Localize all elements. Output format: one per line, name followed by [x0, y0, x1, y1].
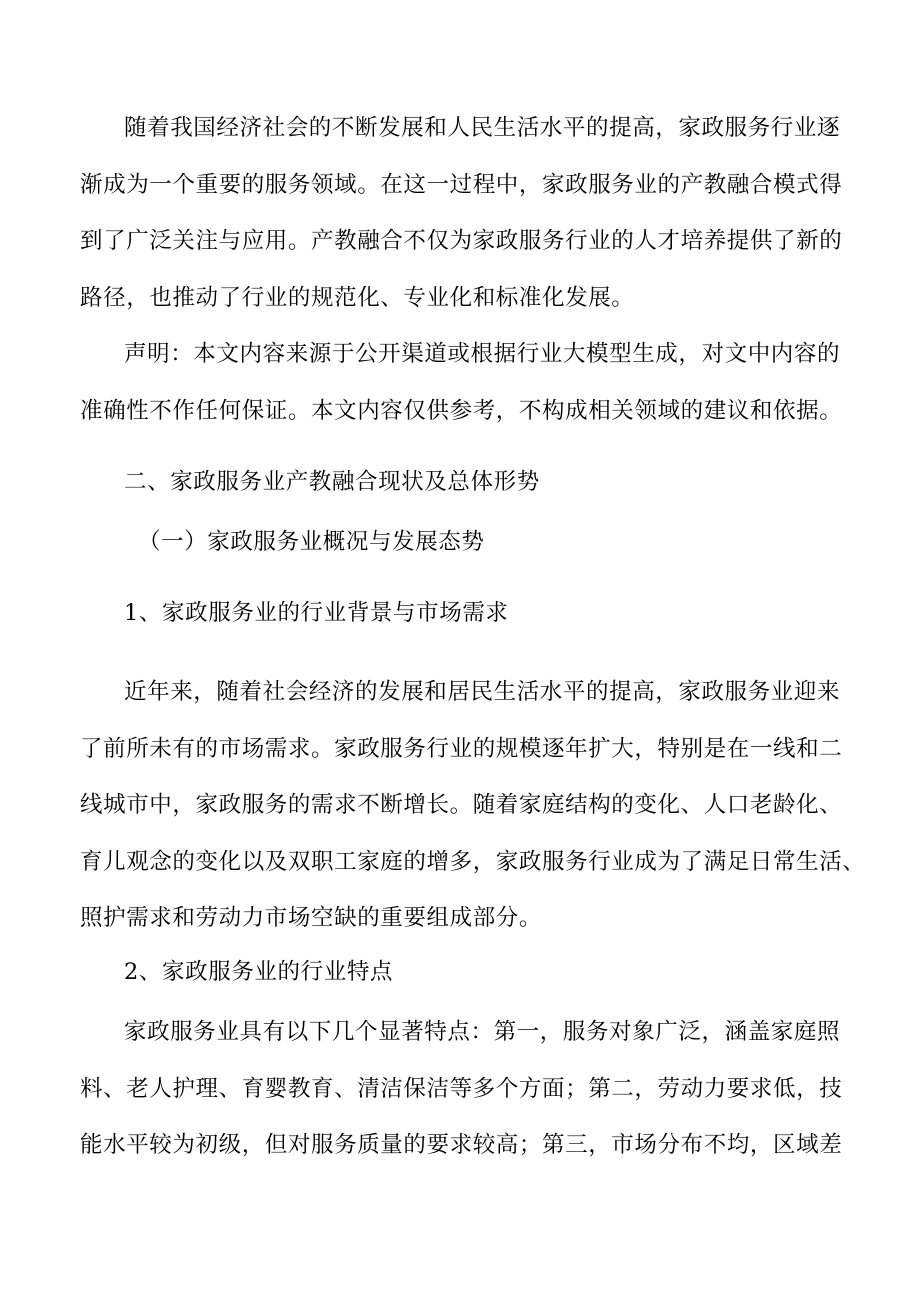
item-heading-2: 2、家政服务业的行业特点: [124, 959, 394, 985]
item-heading-1: 1、家政服务业的行业背景与市场需求: [124, 600, 509, 626]
features-line-2: 料、老人护理、育婴教育、清洁保洁等多个方面；第二，劳动力要求低，技: [80, 1075, 843, 1102]
intro-line-3: 到了广泛关注与应用。产教融合不仅为家政服务行业的人才培养提供了新的: [80, 228, 843, 254]
features-line-1: 家政服务业具有以下几个显著特点：第一，服务对象广泛，涵盖家庭照: [124, 1019, 841, 1045]
market-line-2: 了前所未有的市场需求。家政服务行业的规模逐年扩大，特别是在一线和二: [80, 735, 843, 762]
disclaimer-line-2: 准确性不作任何保证。本文内容仅供参考，不构成相关领域的建议和依据。: [80, 397, 843, 424]
intro-line-2: 渐成为一个重要的服务领域。在这一过程中，家政服务业的产教融合模式得: [80, 171, 843, 198]
features-line-3: 能水平较为初级，但对服务质量的要求较高；第三，市场分布不均，区域差: [80, 1132, 843, 1158]
market-paragraph: [80, 664, 866, 947]
market-line-5: 照护需求和劳动力市场空缺的重要组成部分。: [80, 905, 543, 931]
intro-line-4: 路径，也推动了行业的规范化、专业化和标准化发展。: [80, 284, 635, 311]
features-paragraph: [80, 1004, 843, 1174]
intro-paragraph: [80, 100, 843, 326]
subsection-heading-1: （一）家政服务业概况与发展态势: [138, 529, 485, 555]
market-line-3: 线城市中，家政服务的需求不断增长。随着家庭结构的变化、人口老龄化、: [80, 792, 843, 818]
disclaimer-line-1: 声明：本文内容来源于公开渠道或根据行业大模型生成，对文中内容的: [124, 341, 841, 367]
market-line-1: 近年来，随着社会经济的发展和居民生活水平的提高，家政服务业迎来: [124, 679, 841, 705]
disclaimer-paragraph: [80, 326, 843, 439]
market-line-4: 育儿观念的变化以及双职工家庭的增多，家政服务行业成为了满足日常生活、: [80, 848, 866, 875]
section-heading-2: 二、家政服务业产教融合现状及总体形势: [124, 469, 540, 495]
intro-line-1: 随着我国经济社会的不断发展和人民生活水平的提高，家政服务行业逐: [124, 115, 841, 141]
